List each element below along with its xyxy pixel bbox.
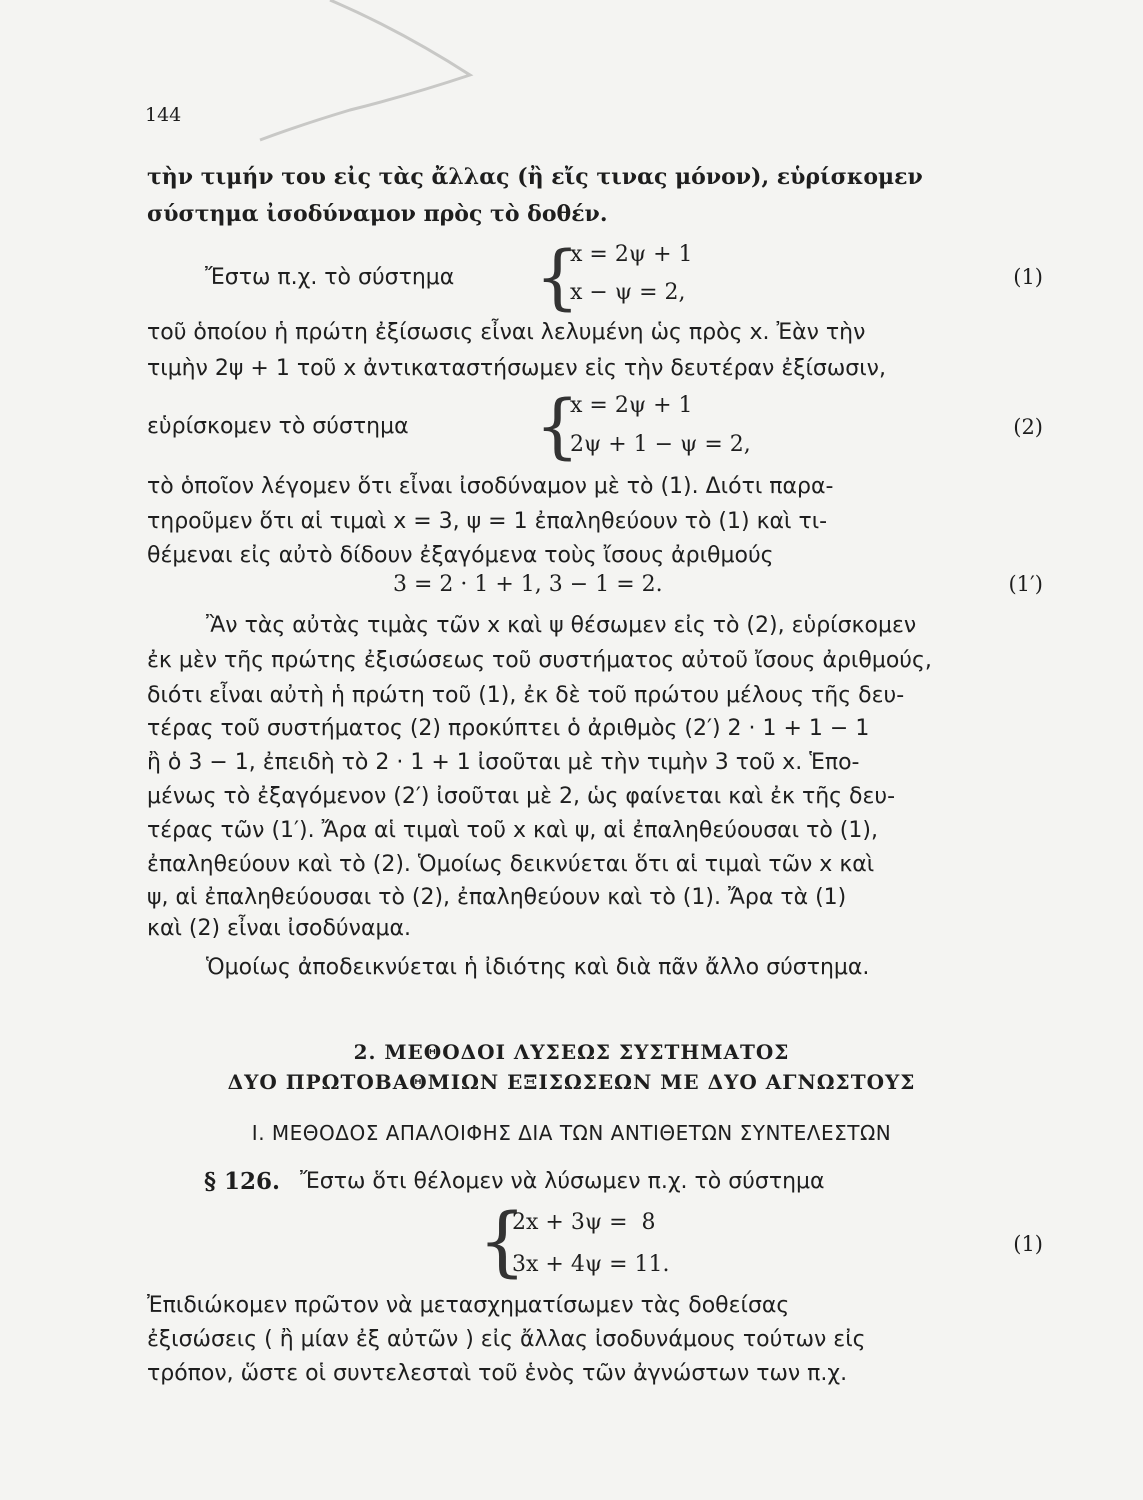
text-line: τέρας τοῦ συστήματος (2) προκύπτει ὁ ἀριθμὸς (2′) 2 · 1 + 1 − 1 (147, 716, 870, 741)
section-title: 2. ΜΕΘΟΔΟΙ ΛΥΣΕΩΣ ΣΥΣΤΗΜΑΤΟΣ (353, 1040, 790, 1064)
text-line: τέρας τῶν (1′). Ἄρα αἱ τιμαὶ τοῦ x καὶ ψ, αἱ ἐπαληθεύουσαι τὸ (1), (147, 818, 878, 843)
left-brace: { (478, 1196, 527, 1285)
left-brace: { (535, 236, 580, 318)
left-brace: { (535, 385, 580, 467)
text-line: τρόπον, ὥστε οἱ συντελεσταὶ τοῦ ἑνὸς τῶν ἀγνώστων των π.χ. (147, 1361, 848, 1386)
section-subtitle: Ι. ΜΕΘΟΔΟΣ ΑΠΑΛΟΙΦΗΣ ΔΙΑ ΤΩΝ ΑΝΤΙΘΕΤΩΝ ΣΥΝΤΕΛΕΣΤΩΝ (251, 1121, 892, 1145)
text-line: ψ, αἱ ἐπαληθεύουσαι τὸ (2), ἐπαληθεύουν καὶ τὸ (1). Ἄρα τὰ (1) (147, 885, 847, 910)
text-line: Ἔστω ὅτι θέλομεν νὰ λύσωμεν π.χ. τὸ σύστημα (300, 1169, 825, 1194)
system-intro: εὑρίσκομεν τὸ σύστημα (147, 414, 409, 439)
text-line: τὸ ὁποῖον λέγομεν ὅτι εἶναι ἰσοδύναμον μὲ τὸ (1). Διότι παρα- (147, 474, 834, 499)
text-line: Ὁμοίως ἀποδεικνύεται ἡ ἰδιότης καὶ διὰ πᾶν ἄλλο σύστημα. (206, 955, 870, 980)
system-intro: Ἔστω π.χ. τὸ σύστημα (205, 265, 455, 290)
equation-label: (1) (1013, 1232, 1043, 1256)
text-line: ἢ ὁ 3 − 1, ἐπειδὴ τὸ 2 · 1 + 1 ἰσοῦται μὲ τὴν τιμὴν 3 τοῦ x. Ἑπο- (147, 750, 860, 775)
equation: x = 2ψ + 1 (570, 242, 693, 267)
section-title: ΔΥΟ ΠΡΩΤΟΒΑΘΜΙΩΝ ΕΞΙΣΩΣΕΩΝ ΜΕ ΔΥΟ ΑΓΝΩΣΤΟΥΣ (227, 1070, 916, 1094)
text-line: μένως τὸ ἐξαγόμενον (2′) ἰσοῦται μὲ 2, ὡς φαίνεται καὶ ἐκ τῆς δευ- (147, 784, 896, 809)
text-line: τοῦ ὁποίου ἡ πρώτη ἐξίσωσις εἶναι λελυμένη ὡς πρὸς x. Ἐὰν τὴν (147, 320, 866, 345)
text-line (147, 162, 1043, 192)
page-fold-mark (0, 0, 500, 150)
equation-label: (1′) (1008, 572, 1043, 596)
equation-label: (2) (1013, 415, 1043, 439)
paragraph-number: § 126. (204, 1168, 281, 1195)
text-line: σύστημα ἰσοδύναμον πρὸς τὸ δοθέν. (147, 201, 608, 227)
text-line: ἐκ μὲν τῆς πρώτης ἐξισώσεως τοῦ συστήματος αὐτοῦ ἴσους ἀριθμούς, (147, 648, 932, 673)
equation: 2x + 3ψ = 8 (512, 1210, 656, 1235)
text-line: καὶ (2) εἶναι ἰσοδύναμα. (147, 916, 411, 941)
equation: 3x + 4ψ = 11. (512, 1252, 670, 1277)
text-line: θέμεναι εἰς αὐτὸ δίδουν ἐξαγόμενα τοὺς ἴσους ἀριθμούς (147, 543, 774, 568)
text-line: τηροῦμεν ὅτι αἱ τιμαὶ x = 3, ψ = 1 ἐπαληθεύουν τὸ (1) καὶ τι- (147, 509, 828, 534)
line-text: τὴν τιμήν του εἰς τὰς ἄλλας (ἢ εἴς τινας μόνον), εὑρίσκομεν (147, 164, 923, 190)
equation: x − ψ = 2, (570, 280, 686, 305)
text-line: Ἂν τὰς αὐτὰς τιμὰς τῶν x καὶ ψ θέσωμεν εἰς τὸ (2), εὑρίσκομεν (206, 613, 917, 638)
equation: x = 2ψ + 1 (570, 393, 693, 418)
equation: 3 = 2 · 1 + 1, 3 − 1 = 2. (393, 572, 663, 597)
text-line: τιμὴν 2ψ + 1 τοῦ x ἀντικαταστήσωμεν εἰς τὴν δευτέραν ἐξίσωσιν, (147, 356, 886, 381)
equation: 2ψ + 1 − ψ = 2, (570, 432, 751, 457)
equation-label: (1) (1013, 265, 1043, 289)
text-line: ἐξισώσεις ( ἢ μίαν ἐξ αὐτῶν ) εἰς ἄλλας ἰσοδυνάμους τούτων εἰς (147, 1327, 866, 1352)
page-number: 144 (145, 104, 182, 126)
text-line: ἐπαληθεύουν καὶ τὸ (2). Ὁμοίως δεικνύεται ὅτι αἱ τιμαὶ τῶν x καὶ (147, 852, 875, 877)
text-line: Ἐπιδιώκομεν πρῶτον νὰ μετασχηματίσωμεν τὰς δοθείσας (147, 1293, 790, 1318)
text-line: διότι εἶναι αὐτὴ ἡ πρώτη τοῦ (1), ἐκ δὲ τοῦ πρώτου μέλους τῆς δευ- (147, 683, 905, 708)
